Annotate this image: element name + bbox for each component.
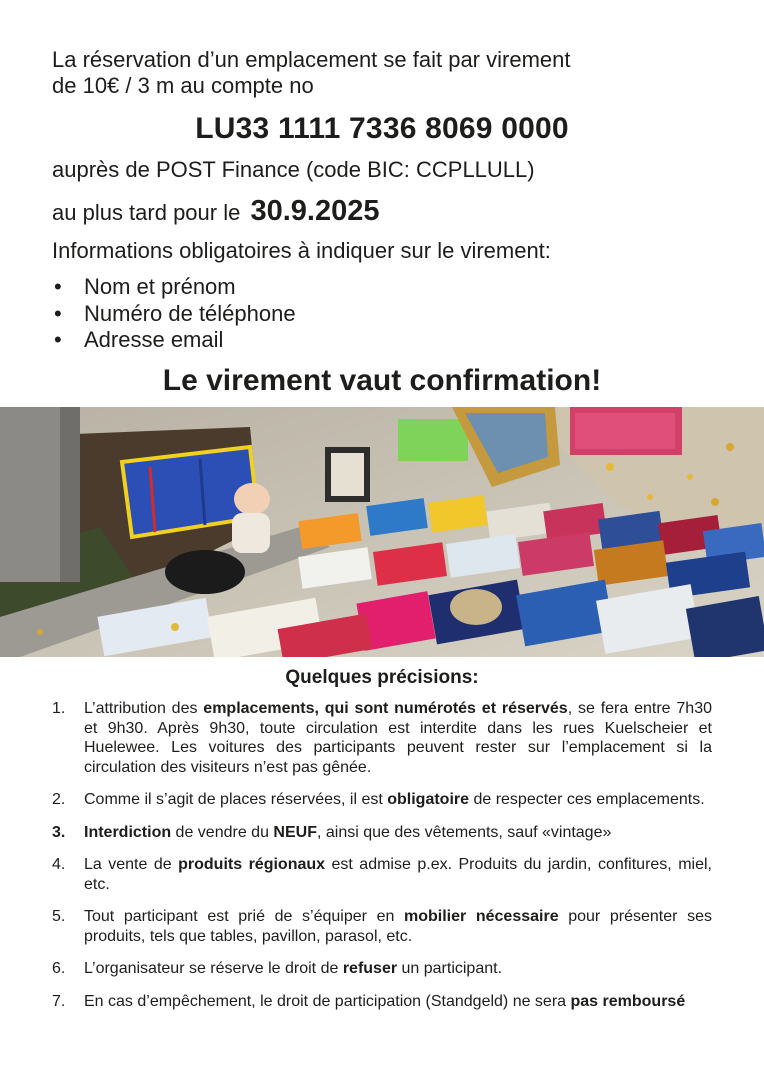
details-title: Quelques précisions:	[285, 667, 479, 688]
obligatory-info-list	[52, 274, 296, 354]
rule-item	[52, 907, 712, 946]
rule-item	[52, 790, 712, 810]
rule-emphasis: Interdiction	[84, 823, 172, 841]
flea-market-books-photo	[0, 407, 764, 657]
rule-text: Tout participant est prié de s’équiper en	[84, 908, 404, 925]
rule-text: , ainsi que des vêtements, sauf «vintage»	[316, 823, 612, 841]
rule-item	[52, 992, 712, 1012]
flea-market-photo	[0, 407, 764, 657]
list-item: • Numéro de téléphone	[52, 301, 296, 328]
rule-number: 5.	[52, 908, 66, 925]
intro-text	[52, 47, 692, 99]
rule-text: Comme il s’agit de places réservées, il est	[84, 791, 388, 808]
list-item: • Adresse email	[52, 327, 296, 354]
rule-text: est admise p.ex. Produits du jardin, confitures, miel, etc.	[84, 856, 712, 893]
confirmation-banner: Le virement vaut confirmation!	[162, 364, 602, 397]
payment-deadline	[52, 195, 379, 228]
obligatory-info-heading: Informations obligatoires à indiquer sur le virement:	[52, 238, 551, 263]
bank-info: auprès de POST Finance (code BIC: CCPLLULL)	[52, 157, 535, 182]
rule-emphasis: pas remboursé	[570, 992, 686, 1010]
rule-number: 2.	[52, 791, 66, 808]
rule-item	[52, 855, 712, 894]
rule-text: de vendre du	[171, 823, 274, 841]
deadline-date: 30.9.2025	[250, 195, 380, 227]
rule-item	[52, 823, 712, 843]
rule-text: de respecter ces emplacements.	[469, 791, 705, 808]
rule-emphasis: NEUF	[273, 823, 317, 841]
rule-emphasis: produits régionaux	[178, 856, 326, 873]
rule-text: pour présenter ses produits, tels que tables, pavillon, parasol, etc.	[84, 908, 713, 945]
rule-text: , se fera entre 7h30 et 9h30. Après 9h30, toute circulation est interdite dans les rues Kuelscheier et Huelewee. Les voitures des participants peuvent rester sur l’emplacement si la circulation des visiteurs n’est pas gênée.	[84, 700, 713, 776]
rule-emphasis: emplacements, qui sont numérotés et réservés	[203, 700, 568, 717]
rule-number: 1.	[52, 700, 66, 717]
rule-number: 3.	[52, 823, 66, 841]
intro-line-1: La réservation d’un emplacement se fait par virement	[52, 47, 571, 72]
deadline-prefix: au plus tard pour le	[52, 200, 241, 225]
rule-emphasis: mobilier nécessaire	[404, 908, 559, 925]
intro-line-2: de 10€ / 3 m au compte no	[52, 73, 314, 98]
rule-number: 6.	[52, 960, 66, 977]
rule-item	[52, 959, 712, 979]
rule-text: En cas d’empêchement, le droit de participation (Standgeld) ne sera	[84, 992, 571, 1010]
rule-text: L’attribution des	[84, 700, 204, 717]
rule-number: 4.	[52, 856, 66, 873]
rule-number: 7.	[52, 992, 66, 1010]
rule-emphasis: refuser	[342, 960, 398, 977]
rule-text: L’organisateur se réserve le droit de	[84, 960, 343, 977]
rule-text: La vente de	[84, 856, 179, 873]
details-list	[52, 699, 712, 1011]
rule-text: un participant.	[397, 960, 503, 977]
iban-number: LU33 1111 7336 8069 0000	[195, 112, 569, 145]
list-item: • Nom et prénom	[52, 274, 296, 301]
rule-item	[52, 699, 712, 777]
rule-emphasis: obligatoire	[387, 791, 470, 808]
